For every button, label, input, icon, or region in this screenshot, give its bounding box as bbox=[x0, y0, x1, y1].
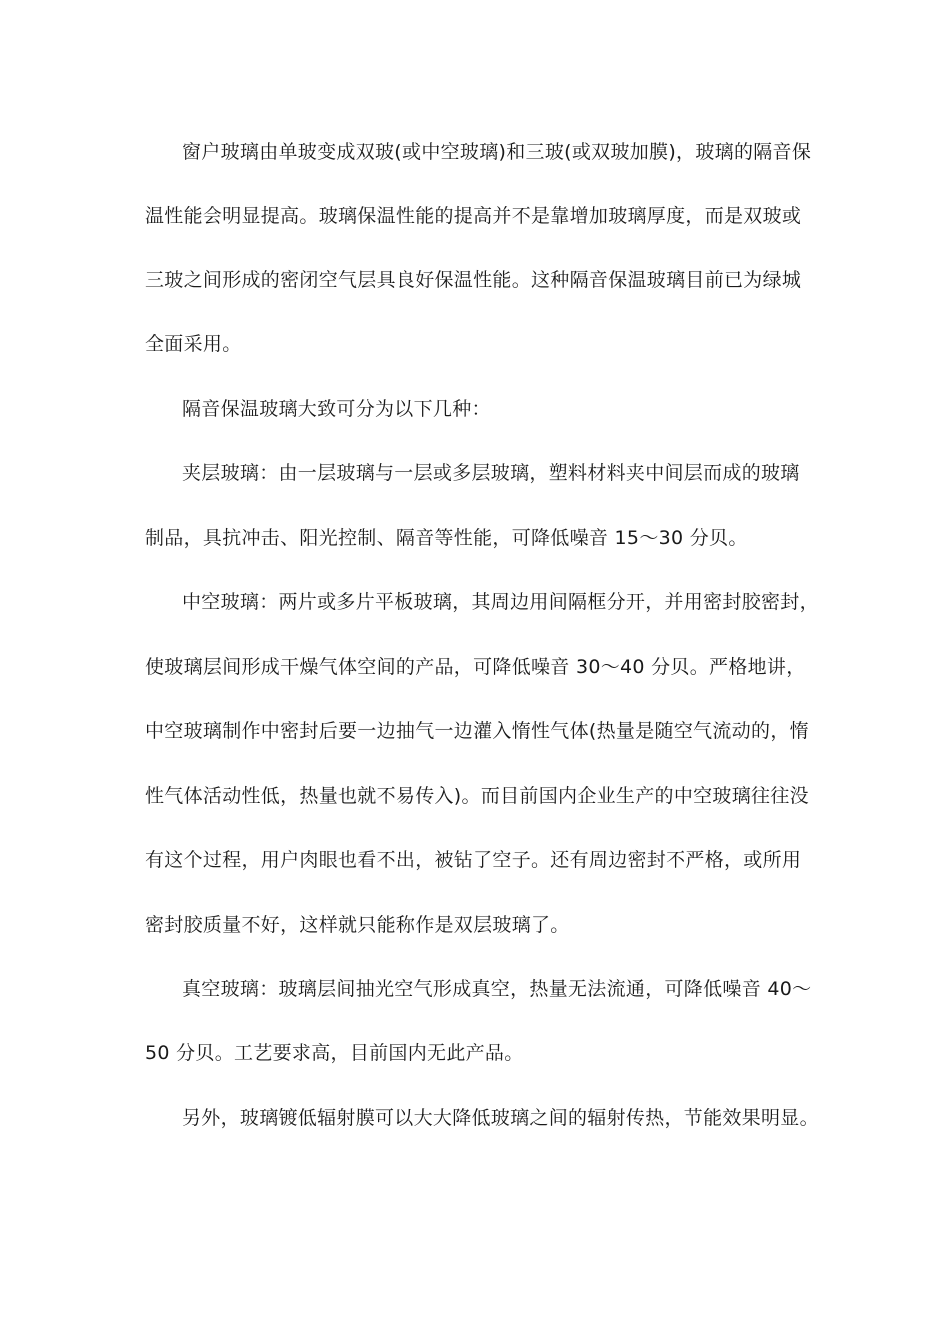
paragraph-low-e-coating: 另外，玻璃镀低辐射膜可以大大降低玻璃之间的辐射传热，节能效果明显。 bbox=[182, 1107, 819, 1129]
paragraph-insulated-glass-line-5: 有这个过程，用户肉眼也看不出，被钻了空子。还有周边密封不严格，或所用 bbox=[145, 849, 802, 871]
paragraph-window-glass-line-1: 窗户玻璃由单玻变成双玻(或中空玻璃)和三玻(或双玻加膜)，玻璃的隔音保 bbox=[182, 141, 812, 163]
paragraph-insulated-glass-line-3: 中空玻璃制作中密封后要一边抽气一边灌入惰性气体(热量是随空气流动的，惰 bbox=[145, 720, 809, 742]
paragraph-window-glass-line-3: 三玻之间形成的密闭空气层具良好保温性能。这种隔音保温玻璃目前已为绿城 bbox=[145, 269, 802, 291]
paragraph-laminated-glass-line-1: 夹层玻璃：由一层玻璃与一层或多层玻璃，塑料材料夹中间层而成的玻璃 bbox=[182, 462, 800, 484]
paragraph-insulated-glass-line-2: 使玻璃层间形成干燥气体空间的产品，可降低噪音 30～40 分贝。严格地讲， bbox=[145, 656, 806, 678]
paragraph-insulated-glass-line-1: 中空玻璃：两片或多片平板玻璃，其周边用间隔框分开，并用密封胶密封， bbox=[182, 591, 819, 613]
paragraph-insulated-glass-line-6: 密封胶质量不好，这样就只能称作是双层玻璃了。 bbox=[145, 914, 570, 936]
paragraph-window-glass-line-4: 全面采用。 bbox=[145, 333, 242, 355]
paragraph-vacuum-glass-line-1: 真空玻璃：玻璃层间抽光空气形成真空，热量无法流通，可降低噪音 40～ bbox=[182, 978, 812, 1000]
paragraph-glass-types-intro: 隔音保温玻璃大致可分为以下几种： bbox=[182, 398, 491, 420]
paragraph-laminated-glass-line-2: 制品，具抗冲击、阳光控制、隔音等性能，可降低噪音 15～30 分贝。 bbox=[145, 527, 748, 549]
paragraph-insulated-glass-line-4: 性气体活动性低，热量也就不易传入)。而目前国内企业生产的中空玻璃往往没 bbox=[145, 785, 809, 807]
paragraph-vacuum-glass-line-2: 50 分贝。工艺要求高，目前国内无此产品。 bbox=[145, 1042, 524, 1064]
paragraph-window-glass-line-2: 温性能会明显提高。玻璃保温性能的提高并不是靠增加玻璃厚度，而是双玻或 bbox=[145, 205, 802, 227]
